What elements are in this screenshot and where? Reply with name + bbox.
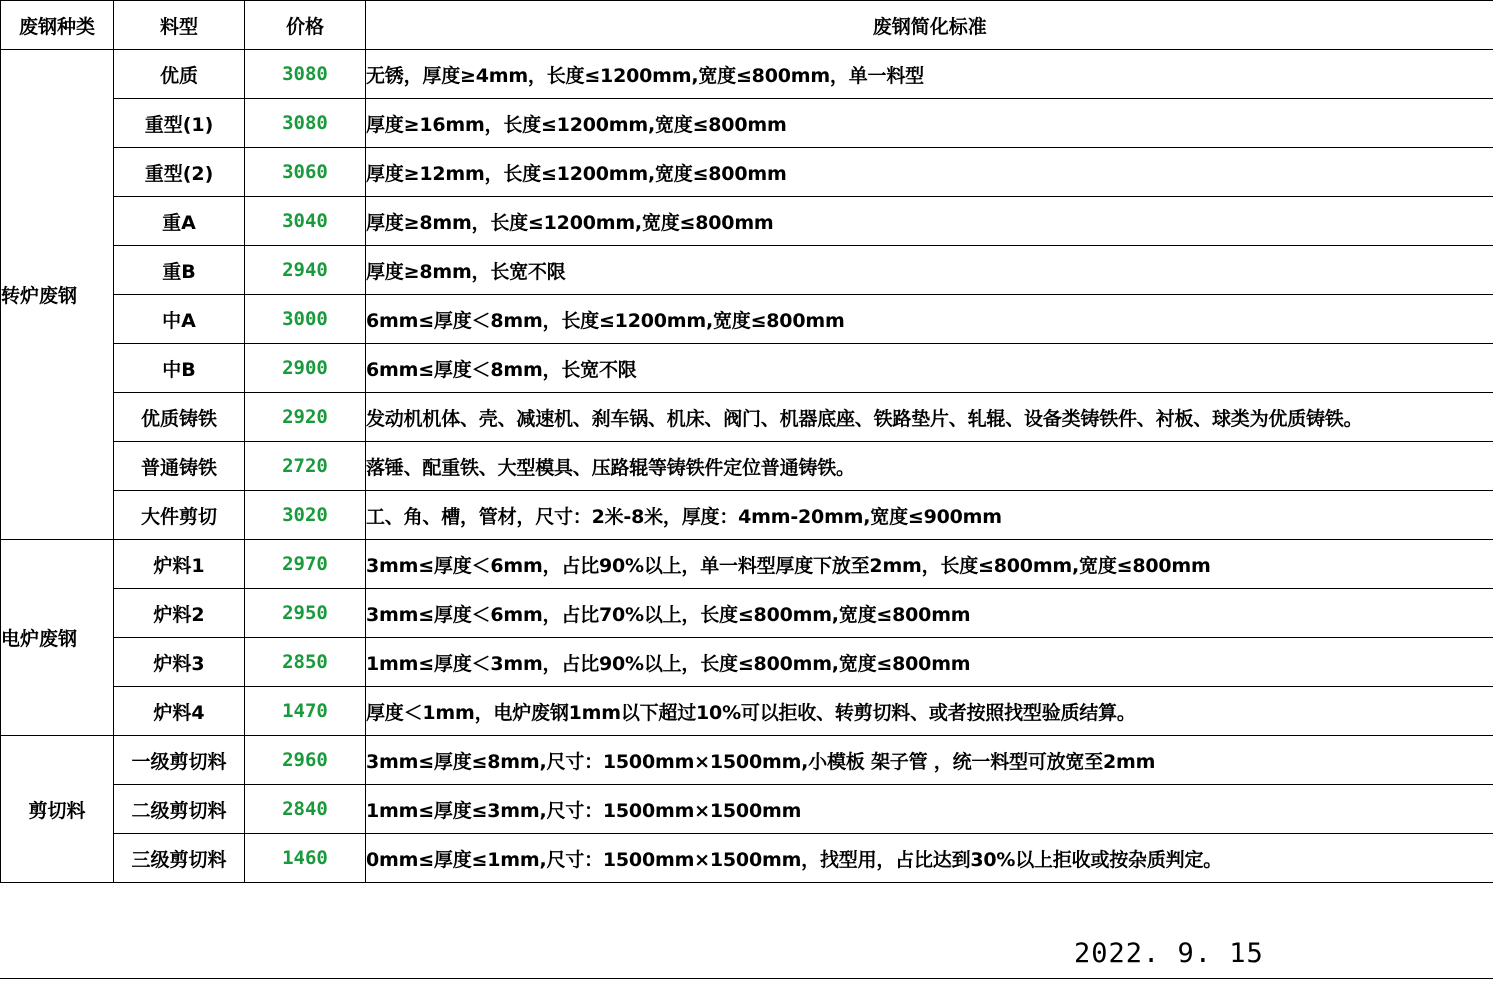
price-cell: 1460 xyxy=(245,834,366,883)
type-cell: 重型(2) xyxy=(114,148,245,197)
type-cell: 普通铸铁 xyxy=(114,442,245,491)
header-standard: 废钢简化标准 xyxy=(366,1,1493,50)
header-price: 价格 xyxy=(245,1,366,50)
type-cell: 炉料2 xyxy=(114,589,245,638)
standard-cell: 厚度≥8mm，长宽不限 xyxy=(366,246,1493,295)
header-category: 废钢种类 xyxy=(1,1,114,50)
category-cell: 转炉废钢 xyxy=(1,50,114,540)
table-row xyxy=(1,197,1493,246)
type-cell: 优质铸铁 xyxy=(114,393,245,442)
table-row xyxy=(1,393,1493,442)
table-row xyxy=(1,99,1493,148)
type-cell: 中A xyxy=(114,295,245,344)
type-cell: 中B xyxy=(114,344,245,393)
table-row xyxy=(1,246,1493,295)
date-label: 2022. 9. 15 xyxy=(1074,938,1264,969)
type-cell: 二级剪切料 xyxy=(114,785,245,834)
standard-cell: 0mm≤厚度≤1mm,尺寸：1500mm×1500mm，找型用，占比达到30%以上拒收或按杂质判定。 xyxy=(366,834,1493,883)
price-cell: 3080 xyxy=(245,99,366,148)
standard-cell: 工、角、槽，管材，尺寸：2米-8米，厚度：4mm-20mm,宽度≤900mm xyxy=(366,491,1493,540)
standard-cell: 6mm≤厚度＜8mm，长度≤1200mm,宽度≤800mm xyxy=(366,295,1493,344)
table-row xyxy=(1,442,1493,491)
standard-cell: 3mm≤厚度≤8mm,尺寸：1500mm×1500mm,小模板 架子管 ，统一料型可放宽至2mm xyxy=(366,736,1493,785)
price-cell: 2720 xyxy=(245,442,366,491)
standard-cell: 无锈，厚度≥4mm，长度≤1200mm,宽度≤800mm，单一料型 xyxy=(366,50,1493,99)
standard-cell: 发动机机体、壳、减速机、刹车锅、机床、阀门、机器底座、铁路垫片、轧辊、设备类铸铁件、衬板、球类为优质铸铁。 xyxy=(366,393,1493,442)
standard-cell: 落锤、配重铁、大型模具、压路辊等铸铁件定位普通铸铁。 xyxy=(366,442,1493,491)
header-row xyxy=(1,1,1493,50)
type-cell: 炉料3 xyxy=(114,638,245,687)
type-cell: 三级剪切料 xyxy=(114,834,245,883)
price-cell: 3000 xyxy=(245,295,366,344)
category-cell: 电炉废钢 xyxy=(1,540,114,736)
price-cell: 2850 xyxy=(245,638,366,687)
table-row xyxy=(1,295,1493,344)
price-cell: 2960 xyxy=(245,736,366,785)
standard-cell: 厚度≥16mm，长度≤1200mm,宽度≤800mm xyxy=(366,99,1493,148)
price-cell: 2950 xyxy=(245,589,366,638)
table-row xyxy=(1,638,1493,687)
category-cell: 剪切料 xyxy=(1,736,114,883)
price-cell: 2920 xyxy=(245,393,366,442)
standard-cell: 厚度＜1mm，电炉废钢1mm以下超过10%可以拒收、转剪切料、或者按照找型验质结算。 xyxy=(366,687,1493,736)
standard-cell: 厚度≥8mm，长度≤1200mm,宽度≤800mm xyxy=(366,197,1493,246)
price-cell: 3040 xyxy=(245,197,366,246)
type-cell: 重A xyxy=(114,197,245,246)
type-cell: 炉料4 xyxy=(114,687,245,736)
price-cell: 2970 xyxy=(245,540,366,589)
header-type: 料型 xyxy=(114,1,245,50)
table-row xyxy=(1,148,1493,197)
table-row xyxy=(1,491,1493,540)
standard-cell: 1mm≤厚度＜3mm，占比90%以上，长度≤800mm,宽度≤800mm xyxy=(366,638,1493,687)
table-row xyxy=(1,785,1493,834)
price-cell: 2840 xyxy=(245,785,366,834)
table-row xyxy=(1,834,1493,883)
table-body xyxy=(1,50,1493,883)
price-cell: 1470 xyxy=(245,687,366,736)
standard-cell: 3mm≤厚度＜6mm，占比90%以上，单一料型厚度下放至2mm，长度≤800mm,宽度≤800mm xyxy=(366,540,1493,589)
standard-cell: 6mm≤厚度＜8mm，长宽不限 xyxy=(366,344,1493,393)
price-cell: 3080 xyxy=(245,50,366,99)
type-cell: 重型(1) xyxy=(114,99,245,148)
footer-row xyxy=(0,929,1493,979)
price-cell: 2940 xyxy=(245,246,366,295)
price-cell: 2900 xyxy=(245,344,366,393)
type-cell: 一级剪切料 xyxy=(114,736,245,785)
table-row xyxy=(1,687,1493,736)
type-cell: 炉料1 xyxy=(114,540,245,589)
table-row xyxy=(1,589,1493,638)
standard-cell: 3mm≤厚度＜6mm，占比70%以上，长度≤800mm,宽度≤800mm xyxy=(366,589,1493,638)
type-cell: 大件剪切 xyxy=(114,491,245,540)
type-cell: 重B xyxy=(114,246,245,295)
table-row xyxy=(1,540,1493,589)
standard-cell: 厚度≥12mm，长度≤1200mm,宽度≤800mm xyxy=(366,148,1493,197)
price-cell: 3020 xyxy=(245,491,366,540)
price-cell: 3060 xyxy=(245,148,366,197)
table-row xyxy=(1,50,1493,99)
table-row xyxy=(1,736,1493,785)
type-cell: 优质 xyxy=(114,50,245,99)
table-row xyxy=(1,344,1493,393)
standard-cell: 1mm≤厚度≤3mm,尺寸：1500mm×1500mm xyxy=(366,785,1493,834)
